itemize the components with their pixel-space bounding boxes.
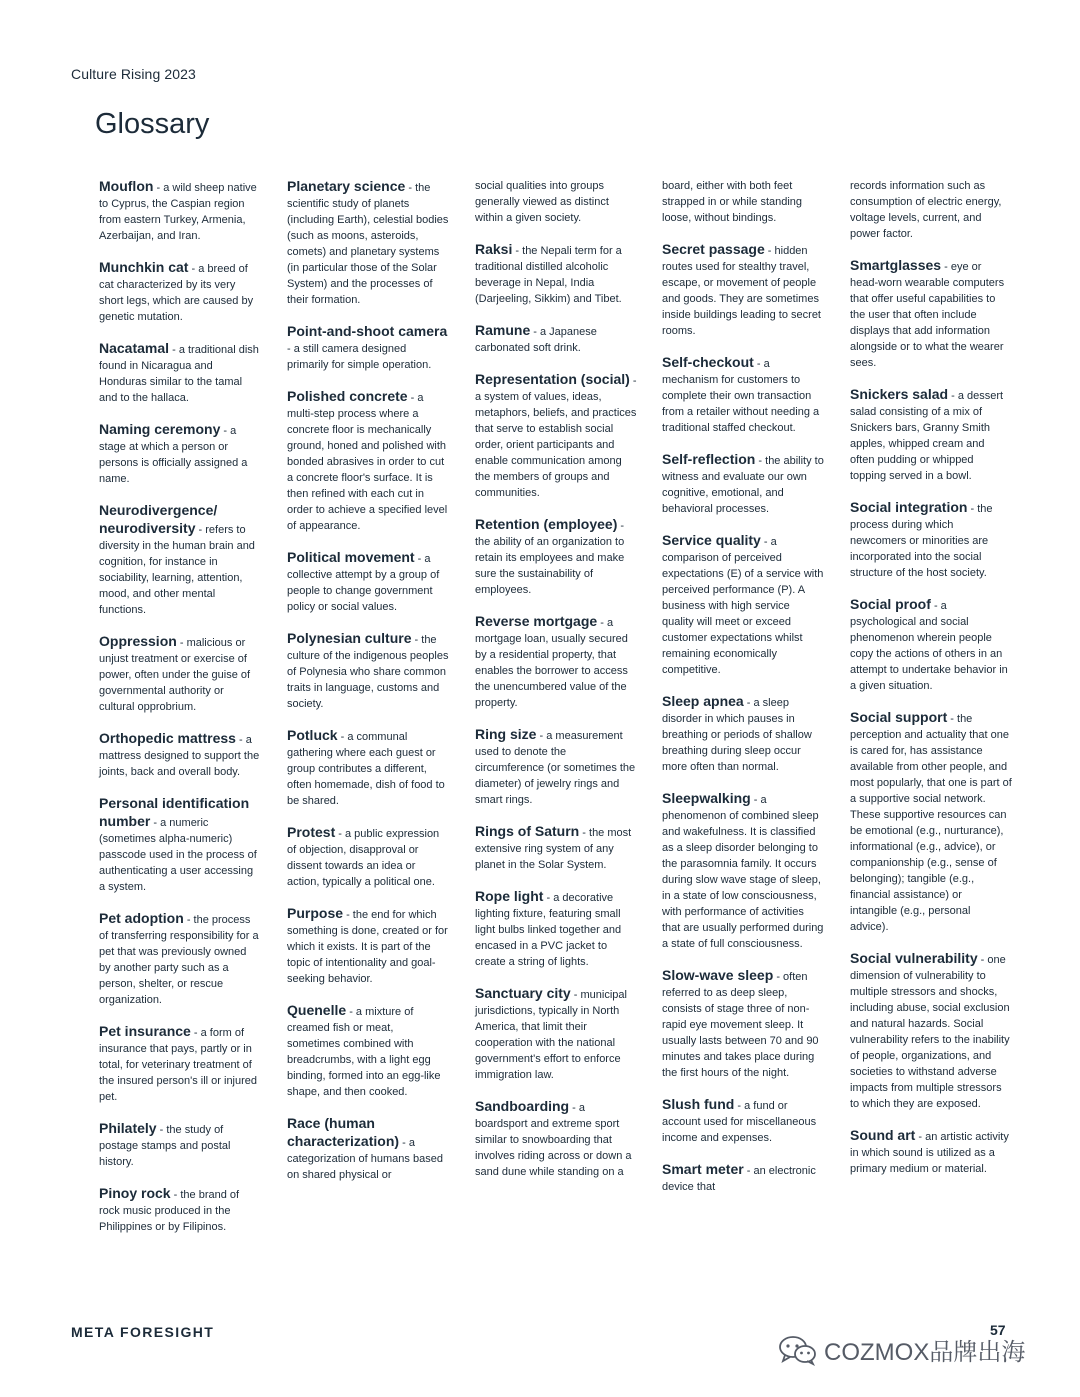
glossary-term: Nacatamal xyxy=(99,340,170,356)
glossary-entry xyxy=(99,795,261,895)
glossary-entry xyxy=(287,1115,449,1183)
glossary-definition: - municipal jurisdictions, typically in North America, that limit their cooperation with the national government's effort to enforce immigration law. xyxy=(475,989,627,1081)
glossary-definition: - a communal gathering where each guest or group contributes a different, often homemade, dish of food to be shared. xyxy=(287,731,445,807)
glossary-term: Neurodivergence/ neurodiversity xyxy=(99,502,218,536)
glossary-definition: - a collective attempt by a group of people to change government policy or social values. xyxy=(287,553,440,613)
glossary-term: Sound art xyxy=(850,1127,916,1143)
glossary-definition: - the scientific study of planets (including Earth), celestial bodies (such as moons, asteroids, comets) and planetary systems (in particular those of the Solar System) and the processes of their formation. xyxy=(287,182,449,306)
glossary-term: Self-checkout xyxy=(662,354,754,370)
glossary-definition: - an electronic device that xyxy=(662,1165,816,1193)
glossary-entry xyxy=(475,241,637,307)
glossary-definition: - the process of transferring responsibility for a pet that was previously owned by another party such as a person, shelter, or rescue organization. xyxy=(99,914,259,1006)
glossary-entry xyxy=(850,257,1012,371)
glossary-definition: - a Japanese carbonated soft drink. xyxy=(475,326,597,354)
glossary-definition: - the ability of an organization to retain its employees and make sure the sustainability of employees. xyxy=(475,520,625,596)
glossary-term: Smart meter xyxy=(662,1161,744,1177)
glossary-definition: - a system of values, ideas, metaphors, beliefs, and practices that serve to establish social order, orient participants and enable communication among the members of groups and communities. xyxy=(475,375,637,499)
glossary-definition: - a numeric (sometimes alpha-numeric) passcode used in the process of authenticating a user accessing a system. xyxy=(99,817,257,893)
glossary xyxy=(99,178,1039,1293)
glossary-entry xyxy=(850,386,1012,484)
glossary-definition: - a mortgage loan, usually secured by a residential property, that enables the borrower to access the unencumbered value of the property. xyxy=(475,617,628,709)
glossary-term: Sandboarding xyxy=(475,1098,570,1114)
glossary-entry xyxy=(287,905,449,987)
glossary-entry xyxy=(662,967,824,1081)
glossary-definition: - the culture of the indigenous peoples of Polynesia who share common traits in language, customs and society. xyxy=(287,634,449,710)
glossary-entry xyxy=(99,730,261,780)
glossary-definition: - a mattress designed to support the joints, back and overall body. xyxy=(99,734,260,778)
watermark-text: COZMOX品牌出海 xyxy=(824,1339,1026,1366)
glossary-definition: - one dimension of vulnerability to multiple stressors and shocks, including abuse, social exclusion and natural hazards. Social vulnerability refers to the inability of people, organizations, and societies to withstand adverse impacts from multiple stressors to which they are exposed. xyxy=(850,954,1010,1110)
glossary-definition: - refers to diversity in the human brain and cognition, for instance in sociability, learning, attention, mood, and other mental functions. xyxy=(99,524,255,616)
glossary-entry xyxy=(475,985,637,1083)
glossary-definition: - a decorative lighting fixture, featuring small light bulbs linked together and encased in a PVC jacket to create a string of lights. xyxy=(475,892,622,968)
glossary-definition: - eye or head-worn wearable computers that offer useful capabilities to the user that often include displays that add information alongside or to what the wearer sees. xyxy=(850,261,1005,369)
glossary-definition: - a stage at which a person or persons is officially assigned a name. xyxy=(99,425,248,485)
footer-brand: META FORESIGHT xyxy=(71,1324,215,1340)
glossary-definition: - a comparison of perceived expectations (E) of a service with perceived performance (P). A business with high service quality will meet or exceed customer expectations whilst remaining economically competitive. xyxy=(662,536,824,676)
glossary-entry xyxy=(475,516,637,598)
glossary-term: Rope light xyxy=(475,888,544,904)
glossary-entry xyxy=(287,1002,449,1100)
document-header: Culture Rising 2023 xyxy=(71,66,196,82)
glossary-definition: - a categorization of humans based on shared physical or xyxy=(287,1137,443,1181)
glossary-term: Mouflon xyxy=(99,178,154,194)
glossary-entry xyxy=(662,693,824,775)
glossary-term: Secret passage xyxy=(662,241,765,257)
glossary-definition: - a mixture of creamed fish or meat, sometimes combined with breadcrumbs, with a light egg binding, formed into an egg-like shape, and then cooked. xyxy=(287,1006,441,1098)
glossary-entry xyxy=(662,1161,824,1195)
glossary-term: Ramune xyxy=(475,322,531,338)
glossary-definition: - a breed of cat characterized by its very short legs, which are caused by genetic mutation. xyxy=(99,263,254,323)
glossary-term: Sleep apnea xyxy=(662,693,744,709)
glossary-term: Service quality xyxy=(662,532,761,548)
glossary-definition: - a traditional dish found in Nicaragua and Honduras similar to the tamal and to the hallaca. xyxy=(99,344,259,404)
glossary-term: Polished concrete xyxy=(287,388,408,404)
glossary-term: Representation (social) xyxy=(475,371,630,387)
glossary-term: Pinoy rock xyxy=(99,1185,171,1201)
glossary-term: Slush fund xyxy=(662,1096,735,1112)
glossary-term: Orthopedic mattress xyxy=(99,730,236,746)
glossary-column xyxy=(475,178,637,1195)
glossary-entry xyxy=(662,532,824,678)
glossary-entry xyxy=(475,371,637,501)
glossary-entry xyxy=(662,790,824,952)
page-number: 57 xyxy=(990,1322,1006,1338)
glossary-term: Slow-wave sleep xyxy=(662,967,774,983)
glossary-term: Sleepwalking xyxy=(662,790,751,806)
glossary-definition: - a wild sheep native to Cyprus, the Caspian region from eastern Turkey, Armenia, Azerbaijan, and Iran. xyxy=(99,182,257,242)
glossary-entry xyxy=(99,910,261,1008)
glossary-definition: records information such as consumption of electric energy, voltage levels, current, and power factor. xyxy=(850,180,1002,240)
glossary-entry xyxy=(850,499,1012,581)
glossary-entry xyxy=(287,388,449,534)
glossary-definition: - the ability to witness and evaluate our own cognitive, emotional, and behavioral processes. xyxy=(662,455,824,515)
glossary-entry xyxy=(287,323,449,373)
glossary-column xyxy=(662,178,824,1210)
glossary-entry xyxy=(475,178,637,226)
glossary-definition: social qualities into groups generally viewed as distinct within a given society. xyxy=(475,180,609,224)
glossary-term: Ring size xyxy=(475,726,537,742)
glossary-term: Snickers salad xyxy=(850,386,949,402)
glossary-column xyxy=(287,178,449,1198)
glossary-definition: board, either with both feet strapped in or while standing loose, without bindings. xyxy=(662,180,803,224)
glossary-term: Social support xyxy=(850,709,948,725)
glossary-definition: - a multi-step process where a concrete floor is mechanically ground, honed and polished with bonded abrasives in order to cut a concrete floor's surface. It is then refined with each cut in order to achieve a specified level of appearance. xyxy=(287,392,448,532)
glossary-term: Protest xyxy=(287,824,336,840)
glossary-term: Oppression xyxy=(99,633,177,649)
glossary-term: Pet insurance xyxy=(99,1023,191,1039)
glossary-definition: - the Nepali term for a traditional distilled alcoholic beverage in Nepal, India (Darjeeling, Sikkim) and Tibet. xyxy=(475,245,622,305)
glossary-entry xyxy=(99,1023,261,1105)
glossary-entry xyxy=(475,322,637,356)
glossary-entry xyxy=(475,726,637,808)
glossary-entry xyxy=(475,1098,637,1180)
glossary-entry xyxy=(662,451,824,517)
glossary-entry xyxy=(475,823,637,873)
glossary-definition: - a phenomenon of combined sleep and wakefulness. It is classified as a sleep disorder belonging to the parasomnia family. It occurs during slow wave stage of sleep, in a state of low consciousness, with performance of activities that are usually performed during a state of full consciousness. xyxy=(662,794,824,950)
glossary-term: Smartglasses xyxy=(850,257,942,273)
glossary-term: Raksi xyxy=(475,241,513,257)
glossary-term: Political movement xyxy=(287,549,415,565)
glossary-term: Polynesian culture xyxy=(287,630,412,646)
glossary-definition: - a psychological and social phenomenon wherein people copy the actions of others in an attempt to undertake behavior in a given situation. xyxy=(850,600,1008,692)
glossary-entry xyxy=(662,178,824,226)
glossary-term: Pet adoption xyxy=(99,910,184,926)
glossary-definition: - a fund or account used for miscellaneous income and expenses. xyxy=(662,1100,817,1144)
glossary-definition: - the brand of rock music produced in the Philippines or by Filipinos. xyxy=(99,1189,240,1233)
glossary-definition: - hidden routes used for stealthy travel, escape, or movement of people and goods. They are sometimes inside buildings leading to secret rooms. xyxy=(662,245,821,337)
glossary-definition: - malicious or unjust treatment or exercise of power, often under the guise of governmental authority or cultural opprobrium. xyxy=(99,637,251,713)
glossary-entry xyxy=(287,178,449,308)
glossary-term: Purpose xyxy=(287,905,344,921)
glossary-definition: - a measurement used to denote the circumference (or sometimes the diameter) of jewelry rings and smart rings. xyxy=(475,730,636,806)
glossary-term: Rings of Saturn xyxy=(475,823,580,839)
glossary-entry xyxy=(475,613,637,711)
glossary-term: Social proof xyxy=(850,596,931,612)
glossary-term: Planetary science xyxy=(287,178,406,194)
glossary-entry xyxy=(850,178,1012,242)
glossary-term: Point-and-shoot camera xyxy=(287,323,448,339)
glossary-definition: - a sleep disorder in which pauses in breathing or periods of shallow breathing during sleep occur more often than normal. xyxy=(662,697,812,773)
glossary-entry xyxy=(662,1096,824,1146)
glossary-term: Self-reflection xyxy=(662,451,756,467)
glossary-entry xyxy=(99,1120,261,1170)
glossary-definition: - a mechanism for customers to complete their own transaction from a retailer without needing a traditional staffed checkout. xyxy=(662,358,820,434)
glossary-definition: - often referred to as deep sleep, consists of stage three of non-rapid eye movement sleep. It usually lasts between 70 and 90 minutes and takes place during the first hours of the night. xyxy=(662,971,819,1079)
glossary-definition: - the study of postage stamps and postal history. xyxy=(99,1124,231,1168)
glossary-definition: - the end for which something is done, created or for which it exists. It is part of the topic of intentionality and goal-seeking behavior. xyxy=(287,909,448,985)
glossary-definition: - the perception and actuality that one is cared for, has assistance available from other people, and most popularly, that one is part of a supportive social network. These supportive resources can be emotional (e.g., nurturance), informational (e.g., advice), or companionship (e.g., sense of belonging); tangible (e.g., financial assistance) or intangible (e.g., personal advice). xyxy=(850,713,1012,933)
glossary-column xyxy=(850,178,1012,1192)
glossary-definition: - the process during which newcomers or minorities are incorporated into the social structure of the host society. xyxy=(850,503,993,579)
glossary-entry xyxy=(99,259,261,325)
glossary-entry xyxy=(99,178,261,244)
glossary-entry xyxy=(99,1185,261,1235)
glossary-entry xyxy=(287,824,449,890)
watermark xyxy=(778,1332,1025,1367)
glossary-entry xyxy=(850,709,1012,935)
glossary-term: Potluck xyxy=(287,727,338,743)
glossary-entry xyxy=(99,502,261,618)
glossary-entry xyxy=(850,950,1012,1112)
glossary-term: Sanctuary city xyxy=(475,985,571,1001)
glossary-term: Race (human characterization) xyxy=(287,1115,400,1149)
glossary-term: Reverse mortgage xyxy=(475,613,598,629)
glossary-term: Retention (employee) xyxy=(475,516,618,532)
glossary-term: Social vulnerability xyxy=(850,950,978,966)
glossary-entry xyxy=(287,549,449,615)
glossary-term: Social integration xyxy=(850,499,968,515)
glossary-term: Personal identification number xyxy=(99,795,250,829)
glossary-definition: - a form of insurance that pays, partly or in total, for veterinary treatment of the insured person's ill or injured pet. xyxy=(99,1027,258,1103)
glossary-definition: - a boardsport and extreme sport similar to snowboarding that involves riding across or down a sand dune while standing on a xyxy=(475,1102,632,1178)
glossary-term: Quenelle xyxy=(287,1002,347,1018)
glossary-entry xyxy=(662,241,824,339)
glossary-term: Naming ceremony xyxy=(99,421,221,437)
glossary-definition: - a public expression of objection, disapproval or dissent towards an idea or action, typically a political one. xyxy=(287,828,440,888)
glossary-entry xyxy=(99,421,261,487)
glossary-definition: - a still camera designed primarily for simple operation. xyxy=(287,343,432,371)
glossary-entry xyxy=(850,1127,1012,1177)
glossary-entry xyxy=(850,596,1012,694)
glossary-definition: - the most extensive ring system of any planet in the Solar System. xyxy=(475,827,632,871)
glossary-entry xyxy=(287,727,449,809)
glossary-entry xyxy=(662,354,824,436)
glossary-term: Philately xyxy=(99,1120,157,1136)
glossary-definition: - a dessert salad consisting of a mix of Snickers bars, Granny Smith apples, whipped cream and often pudding or whipped topping served in a bowl. xyxy=(850,390,1004,482)
glossary-term: Munchkin cat xyxy=(99,259,189,275)
glossary-column xyxy=(99,178,261,1250)
wechat-icon xyxy=(778,1334,818,1366)
glossary-entry xyxy=(475,888,637,970)
page-title: Glossary xyxy=(95,108,210,140)
glossary-entry xyxy=(99,633,261,715)
glossary-entry xyxy=(287,630,449,712)
glossary-definition: - an artistic activity in which sound is utilized as a primary medium or material. xyxy=(850,1131,1009,1175)
glossary-entry xyxy=(99,340,261,406)
